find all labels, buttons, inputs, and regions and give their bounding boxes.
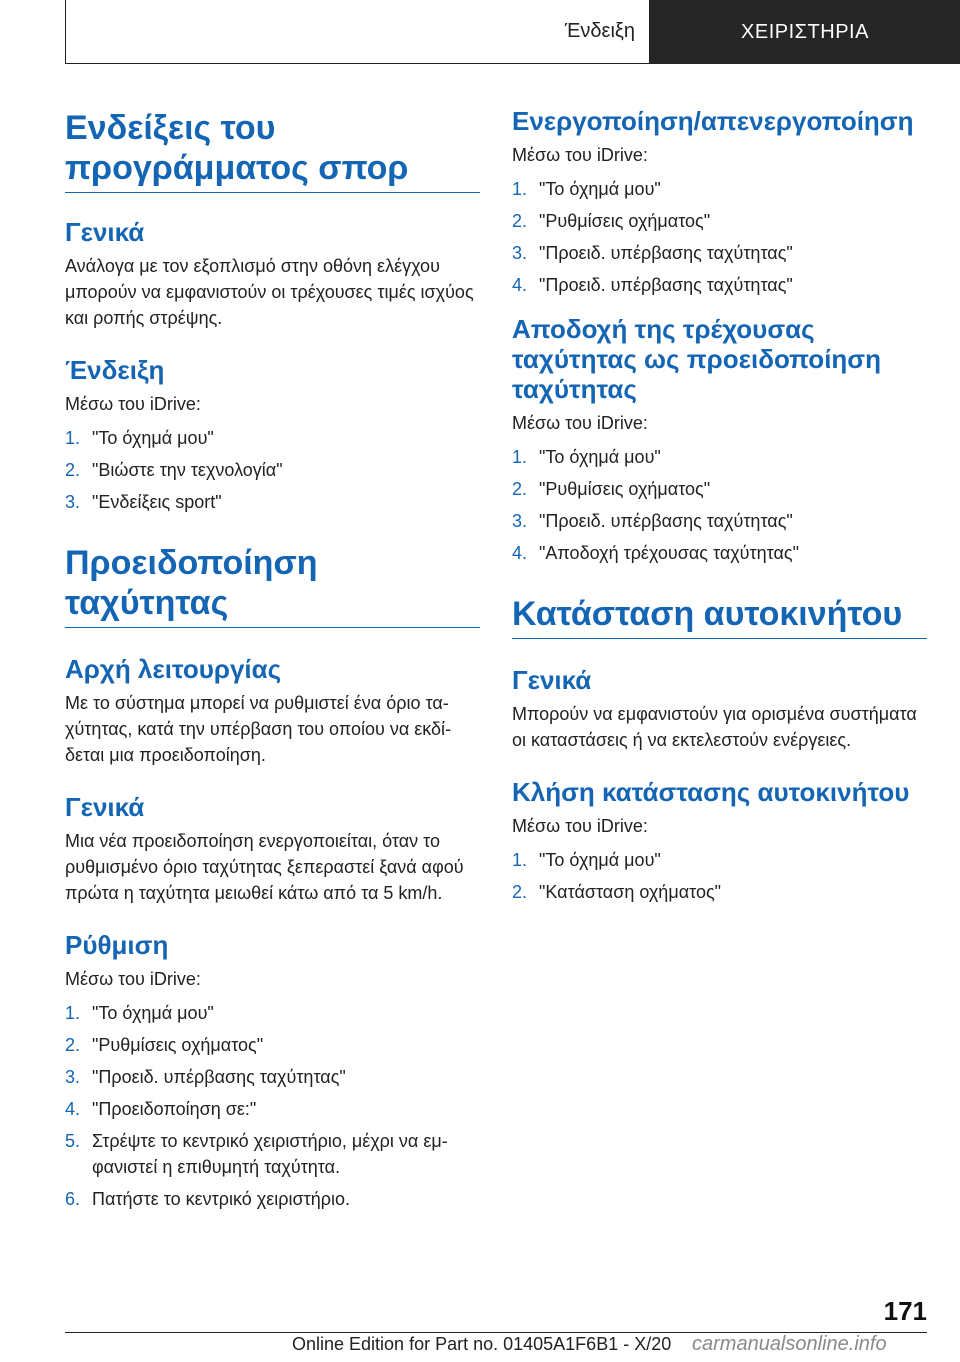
section-title-vehicle-status: Κατάσταση αυτοκινήτου: [512, 594, 927, 639]
list-item: 2. "Ρυθμίσεις οχήματος": [512, 211, 711, 231]
breadcrumb-tab: Ένδειξη: [65, 0, 650, 64]
intro-idrive: Μέσω του iDrive:: [512, 413, 648, 433]
heading-general: Γενικά: [65, 217, 145, 247]
steps-list: [65, 425, 480, 515]
intro-idrive: Μέσω του iDrive:: [512, 145, 648, 165]
list-item: 3. "Προειδ. υπέρβασης ταχύτητας": [512, 243, 793, 263]
paragraph-general: Ανάλογα με τον εξοπλισμό στην οθόνη ελέγχου μπορούν να εμφανιστούν οι τρέχουσες τιμές ισχύος και ροπής στρέψης.: [65, 256, 474, 328]
heading-call-vehicle-status: Κλήση κατάστασης αυτοκινήτου: [512, 777, 910, 807]
list-item: 6. Πατήστε το κεντρικό χειριστήριο.: [65, 1189, 350, 1209]
left-column: [65, 104, 480, 1218]
list-item: 2. "Κατάσταση οχήματος": [512, 882, 722, 902]
list-item: 1. "Το όχημά μου": [512, 179, 661, 199]
section-title-sport-displays: Ενδείξεις του προγράμματος σπορ: [65, 108, 480, 193]
list-item: 2. "Ρυθμίσεις οχήματος": [65, 1035, 264, 1055]
intro-idrive: Μέσω του iDrive:: [65, 969, 201, 989]
list-item: 2. "Βιώστε την τεχνολογία": [65, 460, 283, 480]
watermark: carmanualsonline.info: [692, 1333, 887, 1355]
right-column: [512, 104, 927, 911]
steps-list: [512, 444, 927, 566]
steps-list: [512, 847, 927, 905]
heading-accept-current-speed: Αποδοχή της τρέχουσας ταχύτητας ως προειδοποίηση ταχύτητας: [512, 314, 881, 404]
list-item: 2. "Ρυθμίσεις οχήματος": [512, 479, 711, 499]
intro-idrive: Μέσω του iDrive:: [512, 816, 648, 836]
list-item: 1. "Το όχημά μου": [65, 1003, 214, 1023]
list-item: 3. "Προειδ. υπέρβασης ταχύτητας": [65, 1067, 346, 1087]
page-number: 171: [883, 1296, 927, 1326]
paragraph-general: Μπορούν να εμφανιστούν για ορισμένα συστήματα οι καταστάσεις ή να εκτελεστούν ενέργειες.: [512, 704, 917, 750]
list-item: 3. "Ενδείξεις sport": [65, 492, 222, 512]
section-title-speed-warning: Προειδοποίηση ταχύτητας: [65, 543, 480, 628]
intro-idrive: Μέσω του iDrive:: [65, 394, 201, 414]
list-item: 1. "Το όχημά μου": [512, 447, 661, 467]
steps-list: [65, 1000, 480, 1212]
heading-general: Γενικά: [512, 665, 592, 695]
page-header: [65, 0, 960, 64]
paragraph-principle: Με το σύστημα μπορεί να ρυθμιστεί ένα όριο ταχύτητας, κατά την υπέρβαση του οποίου να εκδίδεται μια προειδοποίηση.: [65, 693, 452, 765]
edition-note: Online Edition for Part no. 01405A1F6B1 - X/20: [292, 1334, 672, 1354]
heading-activate-deactivate: Ενεργοποίηση/απενεργοποίηση: [512, 106, 914, 136]
list-item: 4. "Αποδοχή τρέχουσας ταχύτητας": [512, 543, 799, 563]
heading-general: Γενικά: [65, 792, 145, 822]
heading-setting: Ρύθμιση: [65, 930, 169, 960]
list-item: 1. "Το όχημά μου": [65, 428, 214, 448]
heading-principle: Αρχή λειτουργίας: [65, 654, 282, 684]
list-item: 4. "Προειδ. υπέρβασης ταχύτητας": [512, 275, 793, 295]
list-item: 3. "Προειδ. υπέρβασης ταχύτητας": [512, 511, 793, 531]
list-item: 5. Στρέψτε το κεντρικό χειριστήριο, μέχρι να εμφανιστεί η επιθυμητή ταχύτητα.: [65, 1131, 448, 1177]
heading-display: Ένδειξη: [65, 355, 165, 385]
list-item: 4. "Προειδοποίηση σε:": [65, 1099, 257, 1119]
steps-list: [512, 176, 927, 298]
chapter-tab: ΧΕΙΡΙΣΤΗΡΙΑ: [650, 0, 960, 64]
list-item: 1. "Το όχημά μου": [512, 850, 661, 870]
paragraph-general: Μια νέα προειδοποίηση ενεργοποιείται, όταν το ρυθμισμένο όριο ταχύτητας ξεπεραστεί ξανά αφού πρώτα η ταχύτητα μειωθεί κάτω από τα 5 km/h.: [65, 831, 464, 903]
